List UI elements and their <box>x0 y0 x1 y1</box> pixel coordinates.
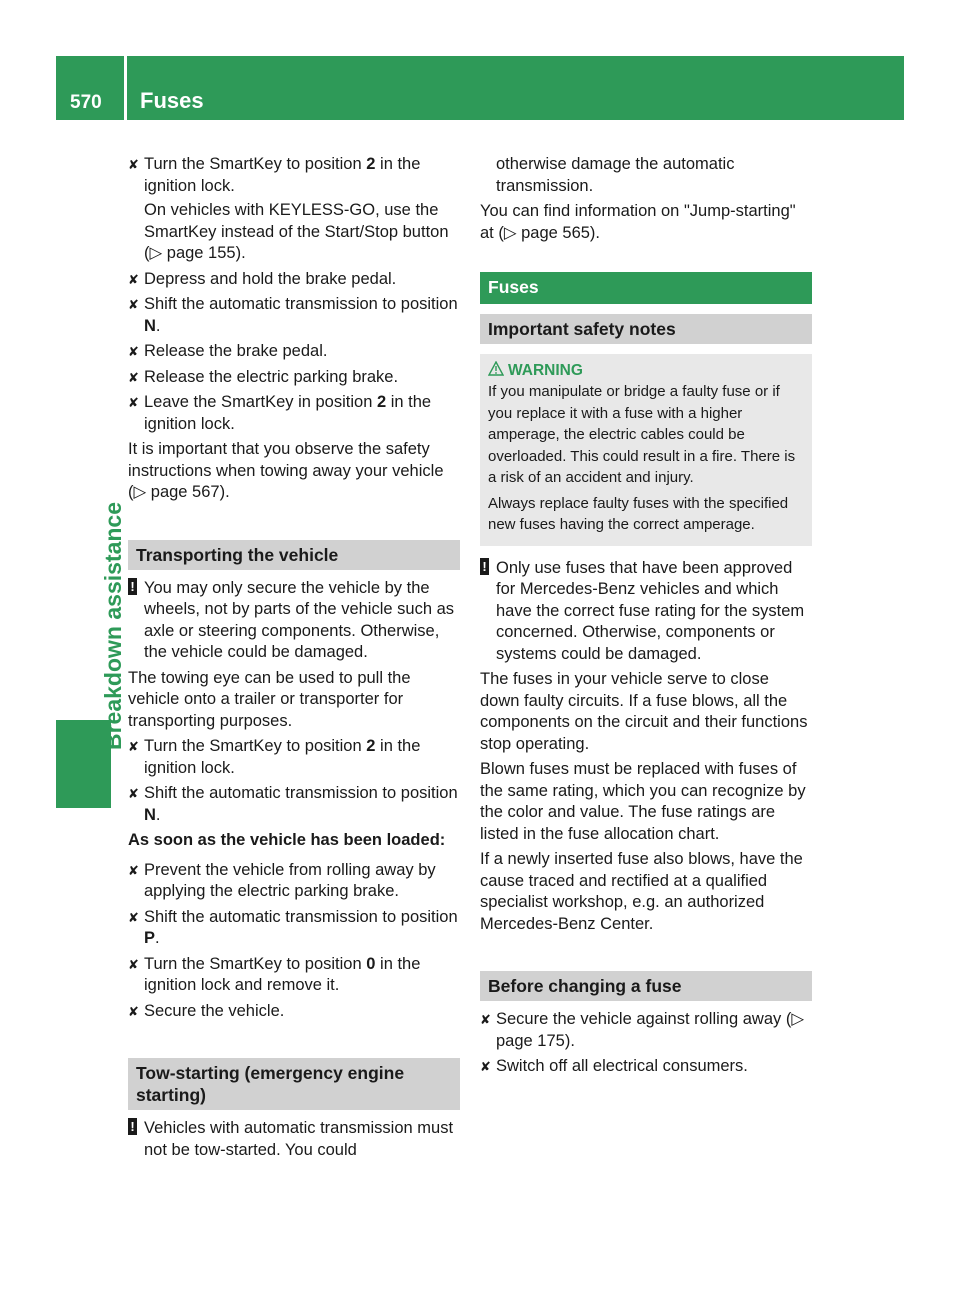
continued-text: otherwise damage the automatic transmission. <box>496 155 735 195</box>
paragraph: It is important that you observe the safety instructions when towing away your vehicle (▷ page 567). <box>128 440 444 501</box>
step-arrow-icon: ✘ <box>128 369 139 385</box>
step-arrow-icon: ✘ <box>480 1012 491 1027</box>
step <box>128 907 460 950</box>
step-text: Secure the vehicle against rolling away (▷ page 175). <box>496 1010 805 1050</box>
step-text: Secure the vehicle. <box>144 1001 285 1020</box>
notice-mark-icon: ! <box>128 578 137 595</box>
step-text: Switch off all electrical consumers. <box>496 1057 748 1075</box>
step-text: Leave the SmartKey in position 2 in the ignition lock. <box>144 393 432 433</box>
notice-text: You may only secure the vehicle by the wheels, not by parts of the vehicle such as axle or steering components. Otherwise, the vehicle could be damaged. <box>144 578 455 661</box>
side-tab-label: Breakdown assistance <box>100 501 126 750</box>
paragraph: You can find information on "Jump-starting" at (▷ page 565). <box>480 202 796 242</box>
paragraph: Blown fuses must be replaced with fuses of the same rating, which you can recognize by the color and value. The fuse ratings are listed in the fuse allocation chart. <box>480 760 806 843</box>
step-text: Turn the SmartKey to position 2 in the ignition lock. <box>144 155 421 195</box>
step <box>128 341 460 363</box>
section-heading-safety: Important safety notes <box>480 314 812 344</box>
step <box>128 154 460 265</box>
warning-text: If you manipulate or bridge a faulty fuse or if you replace it with a fuse with a higher amperage, the electric cables could be overloaded. This could result in a fire. There is a risk of an accident and injury. <box>488 383 796 486</box>
step-text: Depress and hold the brake pedal. <box>144 269 397 288</box>
warning-triangle-icon <box>488 361 504 376</box>
step <box>128 736 460 779</box>
step-arrow-icon: ✘ <box>128 739 139 754</box>
step-arrow-icon: ✘ <box>128 297 139 312</box>
step <box>128 954 460 997</box>
step-arrow-icon: ✘ <box>128 786 139 801</box>
notice <box>128 1118 460 1161</box>
paragraph: The fuses in your vehicle serve to close down faulty circuits. If a fuse blows, all the components on the circuit and their functions stop operating. <box>480 670 808 753</box>
section-heading-before-changing: Before changing a fuse <box>480 971 812 1001</box>
step-list <box>128 736 460 826</box>
step-arrow-icon: ✘ <box>128 344 139 359</box>
notice <box>480 558 812 666</box>
section-heading-tow-starting: Tow-starting (emergency engine starting) <box>128 1058 460 1110</box>
step-arrow-icon: ✘ <box>128 271 139 287</box>
step <box>128 783 460 826</box>
paragraph: The towing eye can be used to pull the vehicle onto a trailer or transporter for transporting purposes. <box>128 668 411 730</box>
step-text: Shift the automatic transmission to position P. <box>144 907 458 947</box>
step-arrow-icon: ✘ <box>128 395 139 410</box>
notice-mark-icon: ! <box>128 1118 137 1135</box>
subheading: As soon as the vehicle has been loaded: <box>128 831 446 849</box>
paragraph: If a newly inserted fuse also blows, have the cause traced and rectified at a qualified specialist workshop, e.g. an authorized Mercedes-Benz Center. <box>480 850 803 933</box>
step-list <box>128 860 460 1023</box>
step-arrow-icon: ✘ <box>128 909 139 925</box>
warning-box <box>480 354 812 546</box>
step <box>128 860 460 903</box>
step <box>128 392 460 435</box>
left-column <box>128 154 460 1165</box>
step-note: On vehicles with KEYLESS-GO, use the SmartKey instead of the Start/Stop button (▷ page 155). <box>144 201 449 262</box>
notice-text: Vehicles with automatic transmission must not be tow-started. You could <box>144 1119 454 1159</box>
step <box>128 1001 460 1023</box>
step-arrow-icon: ✘ <box>128 956 139 972</box>
section-heading-fuses: Fuses <box>480 272 812 304</box>
notice <box>128 578 460 664</box>
section-heading-transport: Transporting the vehicle <box>128 540 460 570</box>
step-arrow-icon: ✘ <box>480 1059 491 1074</box>
step-arrow-icon: ✘ <box>128 157 139 172</box>
step-arrow-icon: ✘ <box>128 1003 139 1019</box>
step <box>480 1009 812 1052</box>
warning-text: Always replace faulty fuses with the specified new fuses having the correct amperage. <box>488 494 789 533</box>
step <box>128 269 460 291</box>
notice-mark-icon: ! <box>480 558 489 575</box>
warning-title <box>488 360 804 382</box>
step-list <box>128 154 460 435</box>
step <box>480 1056 812 1078</box>
step-text: Turn the SmartKey to position 2 in the ignition lock. <box>144 737 421 777</box>
step <box>128 294 460 337</box>
notice-text: Only use fuses that have been approved for Mercedes-Benz vehicles and which have the correct fuse rating for the system concerned. Otherwise, components or systems could be damaged. <box>496 558 805 663</box>
step-text: Prevent the vehicle from rolling away by applying the electric parking brake. <box>144 860 436 900</box>
page-number: 570 <box>70 92 102 113</box>
step-text: Shift the automatic transmission to position N. <box>144 295 458 335</box>
page-title: Fuses <box>140 88 204 113</box>
step-text: Turn the SmartKey to position 0 in the ignition lock and remove it. <box>144 954 421 994</box>
right-column <box>480 154 812 1082</box>
header-separator <box>124 56 127 120</box>
warning-title-text: WARNING <box>508 361 583 379</box>
step <box>128 367 460 389</box>
step-text: Shift the automatic transmission to position N. <box>144 784 458 824</box>
step-text: Release the brake pedal. <box>144 342 328 360</box>
step-arrow-icon: ✘ <box>128 862 139 878</box>
step-text: Release the electric parking brake. <box>144 367 399 386</box>
